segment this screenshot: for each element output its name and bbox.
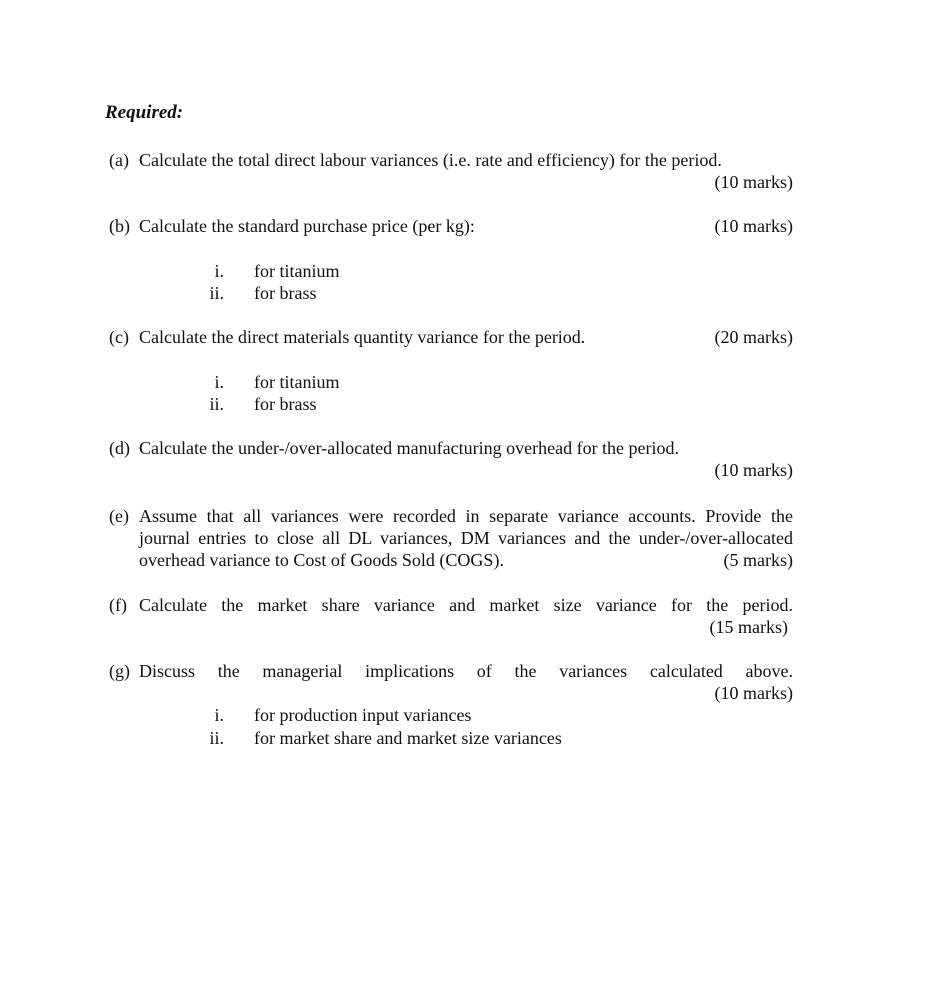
question-c-sub-i-num: i. bbox=[214, 372, 224, 392]
question-g-marks: (10 marks) bbox=[714, 683, 793, 703]
question-b-sub-ii-text: for brass bbox=[254, 283, 317, 303]
question-a-marks: (10 marks) bbox=[714, 172, 793, 192]
question-d-text: Calculate the under-/over-allocated manufacturing overhead for the period. bbox=[139, 438, 680, 458]
question-g-label: (g) bbox=[109, 661, 130, 681]
question-f-label: (f) bbox=[109, 595, 127, 615]
question-b-sub-i-num: i. bbox=[214, 261, 224, 281]
question-a-text: Calculate the total direct labour variances (i.e. rate and efficiency) for the period. bbox=[139, 150, 722, 170]
question-e-text-line1: Assume that all variances were recorded in separate variance accounts. Provide the bbox=[139, 506, 793, 526]
question-c-sub-i-text: for titanium bbox=[254, 372, 340, 392]
question-f-marks: (15 marks) bbox=[709, 617, 788, 637]
question-c-sub-ii-num: ii. bbox=[209, 394, 224, 414]
question-g-sub-ii-num: ii. bbox=[209, 728, 224, 748]
question-c-sub-ii-text: for brass bbox=[254, 394, 317, 414]
question-e-text-line2: journal entries to close all DL variances, DM variances and the under-/over-allocated bbox=[139, 528, 793, 548]
question-g-text: Discuss the managerial implications of the variances calculated above. bbox=[139, 661, 793, 681]
question-c-marks: (20 marks) bbox=[714, 327, 793, 347]
question-g-sub-ii-text: for market share and market size variances bbox=[254, 728, 562, 748]
question-b-sub-ii-num: ii. bbox=[209, 283, 224, 303]
question-g-sub-i-num: i. bbox=[214, 705, 224, 725]
required-heading: Required: bbox=[105, 102, 184, 123]
question-a-label: (a) bbox=[109, 150, 129, 170]
question-e-marks: (5 marks) bbox=[723, 550, 793, 570]
question-b-text: Calculate the standard purchase price (per kg): bbox=[139, 216, 475, 236]
question-d-label: (d) bbox=[109, 438, 130, 458]
question-g-sub-i-text: for production input variances bbox=[254, 705, 472, 725]
question-c-text: Calculate the direct materials quantity variance for the period. bbox=[139, 327, 586, 347]
question-e-text-line3: overhead variance to Cost of Goods Sold (COGS). bbox=[139, 550, 504, 570]
question-b-label: (b) bbox=[109, 216, 130, 236]
question-e-label: (e) bbox=[109, 506, 129, 526]
question-b-marks: (10 marks) bbox=[714, 216, 793, 236]
question-c-label: (c) bbox=[109, 327, 129, 347]
question-f-text: Calculate the market share variance and market size variance for the period. bbox=[139, 595, 793, 615]
question-d-marks: (10 marks) bbox=[714, 460, 793, 480]
question-b-sub-i-text: for titanium bbox=[254, 261, 340, 281]
